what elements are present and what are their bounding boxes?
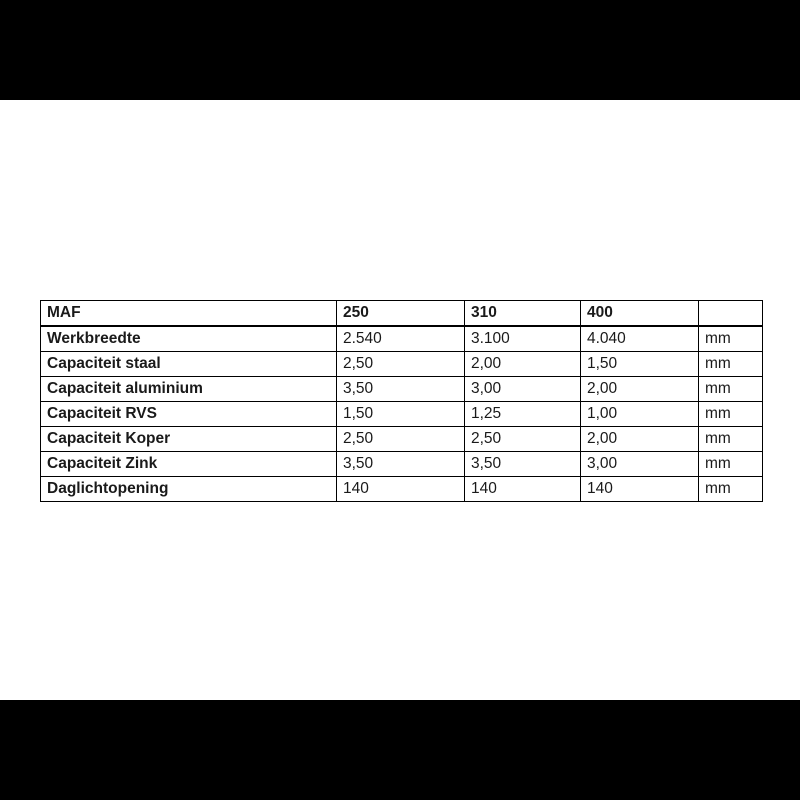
cell-250: 140	[337, 477, 465, 502]
table-head	[41, 301, 763, 327]
column-header-310: 310	[465, 301, 581, 327]
cell-400: 2,00	[581, 377, 699, 402]
cell-250: 2.540	[337, 326, 465, 352]
row-label: Capaciteit aluminium	[41, 377, 337, 402]
cell-310: 3.100	[465, 326, 581, 352]
column-header-model: MAF	[41, 301, 337, 327]
cell-unit: mm	[699, 427, 763, 452]
table-row	[41, 377, 763, 402]
row-label: Capaciteit RVS	[41, 402, 337, 427]
cell-250: 2,50	[337, 427, 465, 452]
table-row	[41, 477, 763, 502]
table-row	[41, 352, 763, 377]
table-body	[41, 326, 763, 502]
row-label: Capaciteit staal	[41, 352, 337, 377]
cell-400: 4.040	[581, 326, 699, 352]
cell-310: 2,00	[465, 352, 581, 377]
table-header-row	[41, 301, 763, 327]
row-label: Capaciteit Koper	[41, 427, 337, 452]
cell-310: 3,50	[465, 452, 581, 477]
cell-unit: mm	[699, 452, 763, 477]
column-header-unit	[699, 301, 763, 327]
column-header-400: 400	[581, 301, 699, 327]
document-sheet	[0, 100, 800, 700]
cell-400: 140	[581, 477, 699, 502]
cell-unit: mm	[699, 326, 763, 352]
cell-unit: mm	[699, 402, 763, 427]
cell-310: 3,00	[465, 377, 581, 402]
cell-unit: mm	[699, 352, 763, 377]
cell-400: 1,50	[581, 352, 699, 377]
table-row	[41, 402, 763, 427]
table-row	[41, 427, 763, 452]
cell-310: 1,25	[465, 402, 581, 427]
row-label: Daglichtopening	[41, 477, 337, 502]
cell-310: 140	[465, 477, 581, 502]
cell-400: 2,00	[581, 427, 699, 452]
row-label: Werkbreedte	[41, 326, 337, 352]
maf-specification-table	[40, 300, 763, 502]
cell-250: 2,50	[337, 352, 465, 377]
cell-250: 1,50	[337, 402, 465, 427]
cell-400: 1,00	[581, 402, 699, 427]
cell-unit: mm	[699, 477, 763, 502]
column-header-250: 250	[337, 301, 465, 327]
cell-250: 3,50	[337, 377, 465, 402]
cell-400: 3,00	[581, 452, 699, 477]
cell-310: 2,50	[465, 427, 581, 452]
row-label: Capaciteit Zink	[41, 452, 337, 477]
table-container	[40, 300, 762, 502]
cell-250: 3,50	[337, 452, 465, 477]
cell-unit: mm	[699, 377, 763, 402]
table-row	[41, 326, 763, 352]
table-row	[41, 452, 763, 477]
